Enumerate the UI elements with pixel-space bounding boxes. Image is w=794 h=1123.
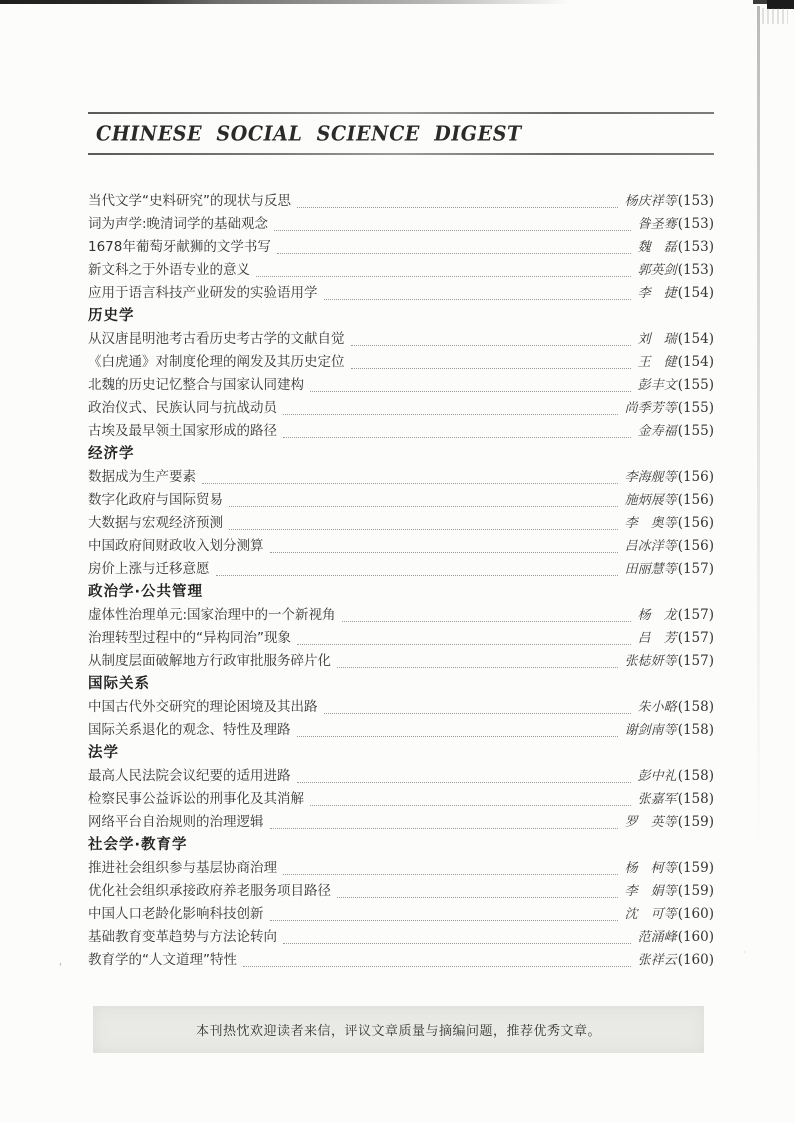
entry-title: 网络平台自治规则的治理逻辑 <box>88 814 264 830</box>
toc-entry <box>88 533 714 556</box>
dot-leader <box>283 927 631 944</box>
entry-page-number: (158) <box>677 768 714 784</box>
entry-author: 刘 瑞 <box>637 332 677 347</box>
entry-author: 李海舰等 <box>624 470 677 485</box>
entry-page-number: (160) <box>677 929 714 945</box>
entry-author: 张祥云 <box>637 953 677 968</box>
dot-leader <box>310 789 631 806</box>
toc-entry <box>88 326 714 349</box>
dot-leader <box>270 904 618 921</box>
dot-leader <box>324 697 631 714</box>
dot-leader <box>297 628 631 645</box>
dot-leader <box>297 720 618 737</box>
dot-leader <box>256 260 631 277</box>
toc-entry <box>88 717 714 740</box>
entry-title: 当代文学“史料研究”的现状与反思 <box>88 193 291 209</box>
entry-page-number: (156) <box>677 469 714 485</box>
entry-page-number: (155) <box>677 423 714 439</box>
entry-page-number: (159) <box>677 883 714 899</box>
dot-leader <box>274 214 631 231</box>
reader-notice-box <box>93 1006 704 1053</box>
entry-author: 朱小略 <box>637 700 677 715</box>
section-heading: 国际关系 <box>88 676 150 692</box>
dot-leader <box>243 950 631 967</box>
entry-author: 谢剑南等 <box>624 723 677 738</box>
entry-page-number: (155) <box>677 377 714 393</box>
toc-entry <box>88 901 714 924</box>
dot-leader <box>283 858 618 875</box>
toc-entry <box>88 349 714 372</box>
entry-author: 金寿福 <box>637 424 677 439</box>
section-heading: 历史学 <box>88 308 135 324</box>
entry-author: 张梽妍等 <box>624 654 677 669</box>
toc-entry <box>88 188 714 211</box>
toc-entry <box>88 602 714 625</box>
entry-author: 李 捷 <box>637 286 677 301</box>
entry-page-number: (154) <box>677 285 714 301</box>
entry-title: 从汉唐昆明池考古看历史考古学的文献自觉 <box>88 331 345 347</box>
entry-title: 教育学的“人文道理”特性 <box>88 952 237 968</box>
toc-entry <box>88 694 714 717</box>
entry-title: 最高人民法院会议纪要的适用进路 <box>88 768 291 784</box>
toc-entry <box>88 211 714 234</box>
entry-page-number: (153) <box>677 262 714 278</box>
entry-page-number: (157) <box>677 607 714 623</box>
toc-entry <box>88 924 714 947</box>
entry-page-number: (158) <box>677 699 714 715</box>
toc-entry <box>88 855 714 878</box>
dot-leader <box>337 651 618 668</box>
entry-author: 范涌峰 <box>637 930 677 945</box>
section-heading: 经济学 <box>88 446 135 462</box>
toc-entry <box>88 556 714 579</box>
dot-leader <box>310 375 631 392</box>
entry-title: 1678年葡萄牙献狮的文学书写 <box>88 239 271 255</box>
entry-title: 政治仪式、民族认同与抗战动员 <box>88 400 277 416</box>
dot-leader <box>229 513 618 530</box>
entry-title: 数字化政府与国际贸易 <box>88 492 223 508</box>
toc-entry <box>88 947 714 970</box>
entry-title: 应用于语言科技产业研发的实验语用学 <box>88 285 318 301</box>
dot-leader <box>283 421 631 438</box>
scan-artifact-mark-right: · <box>743 948 746 957</box>
entry-page-number: (156) <box>677 538 714 554</box>
dot-leader <box>283 398 618 415</box>
toc-entry <box>88 464 714 487</box>
entry-author: 王 健 <box>637 355 677 370</box>
dot-leader <box>351 352 631 369</box>
entry-page-number: (157) <box>677 630 714 646</box>
entry-title: 新文科之于外语专业的意义 <box>88 262 250 278</box>
entry-page-number: (153) <box>677 193 714 209</box>
table-of-contents <box>88 188 714 970</box>
entry-author: 吕 芳 <box>637 631 677 646</box>
dot-leader <box>342 605 631 622</box>
entry-author: 杨 龙 <box>637 608 677 623</box>
dot-leader <box>297 766 631 783</box>
toc-entry <box>88 372 714 395</box>
entry-page-number: (160) <box>677 906 714 922</box>
entry-author: 彭中礼 <box>637 769 677 784</box>
dot-leader <box>229 490 618 507</box>
entry-title: 大数据与宏观经济预测 <box>88 515 223 531</box>
masthead-top-rule <box>88 112 714 114</box>
entry-author: 沈 可等 <box>624 907 677 922</box>
entry-page-number: (156) <box>677 515 714 531</box>
dot-leader <box>202 467 618 484</box>
entry-title: 优化社会组织承接政府养老服务项目路径 <box>88 883 331 899</box>
scan-artifact-right-noise <box>762 8 788 24</box>
entry-author: 田丽慧等 <box>624 562 677 577</box>
entry-author: 施炳展等 <box>624 493 677 508</box>
entry-author: 尚季芳等 <box>624 401 677 416</box>
reader-notice-text: 本刊热忱欢迎读者来信，评议文章质量与摘编问题，推荐优秀文章。 <box>195 1024 601 1039</box>
toc-entry <box>88 510 714 533</box>
entry-page-number: (159) <box>677 860 714 876</box>
entry-title: 国际关系退化的观念、特性及理路 <box>88 722 291 738</box>
masthead-title: CHINESE SOCIAL SCIENCE DIGEST <box>96 122 522 146</box>
toc-entry <box>88 786 714 809</box>
entry-title: 中国古代外交研究的理论困境及其出路 <box>88 699 318 715</box>
entry-page-number: (155) <box>677 400 714 416</box>
toc-entry <box>88 487 714 510</box>
scan-artifact-top-right-step <box>753 0 767 4</box>
toc-entry <box>88 809 714 832</box>
entry-author: 张嘉军 <box>637 792 677 807</box>
entry-author: 昝圣骞 <box>637 217 677 232</box>
entry-author: 李 奥等 <box>624 516 677 531</box>
entry-page-number: (159) <box>677 814 714 830</box>
entry-page-number: (156) <box>677 492 714 508</box>
toc-entry <box>88 878 714 901</box>
entry-title: 虚体性治理单元:国家治理中的一个新视角 <box>88 607 336 623</box>
entry-title: 词为声学:晚清词学的基础观念 <box>88 216 269 232</box>
dot-leader <box>337 881 618 898</box>
entry-author: 吕冰洋等 <box>624 539 677 554</box>
entry-title: 从制度层面破解地方行政审批服务碎片化 <box>88 653 331 669</box>
masthead-bottom-rule <box>88 153 714 155</box>
entry-page-number: (153) <box>677 239 714 255</box>
entry-title: 治理转型过程中的“异构同治”现象 <box>88 630 291 646</box>
entry-page-number: (154) <box>677 331 714 347</box>
entry-page-number: (154) <box>677 354 714 370</box>
entry-page-number: (153) <box>677 216 714 232</box>
scan-artifact-right-edge-line <box>757 6 760 851</box>
entry-title: 北魏的历史记忆整合与国家认同建构 <box>88 377 304 393</box>
toc-entry <box>88 418 714 441</box>
entry-page-number: (158) <box>677 722 714 738</box>
section-heading: 社会学·教育学 <box>88 837 188 853</box>
dot-leader <box>324 283 631 300</box>
entry-title: 数据成为生产要素 <box>88 469 196 485</box>
entry-title: 基础教育变革趋势与方法论转向 <box>88 929 277 945</box>
entry-page-number: (157) <box>677 561 714 577</box>
entry-page-number: (157) <box>677 653 714 669</box>
dot-leader <box>270 812 618 829</box>
entry-author: 彭丰文 <box>637 378 677 393</box>
dot-leader <box>277 237 631 254</box>
entry-author: 杨 柯等 <box>624 861 677 876</box>
toc-entry <box>88 257 714 280</box>
entry-title: 推进社会组织参与基层协商治理 <box>88 860 277 876</box>
toc-entry <box>88 648 714 671</box>
dot-leader <box>216 559 618 576</box>
toc-entry <box>88 763 714 786</box>
dot-leader <box>351 329 631 346</box>
entry-author: 李 娟等 <box>624 884 677 899</box>
entry-title: 古埃及最早领土国家形成的路径 <box>88 423 277 439</box>
toc-entry <box>88 395 714 418</box>
page-content <box>88 0 714 1053</box>
entry-author: 杨庆祥等 <box>624 194 677 209</box>
dot-leader <box>270 536 618 553</box>
entry-author: 魏 磊 <box>637 240 677 255</box>
entry-author: 罗 英等 <box>624 815 677 830</box>
entry-title: 检察民事公益诉讼的刑事化及其消解 <box>88 791 304 807</box>
entry-title: 中国政府间财政收入划分测算 <box>88 538 264 554</box>
section-heading: 法学 <box>88 745 119 761</box>
masthead <box>88 112 714 155</box>
section-heading: 政治学·公共管理 <box>88 584 204 600</box>
entry-title: 中国人口老龄化影响科技创新 <box>88 906 264 922</box>
entry-page-number: (160) <box>677 952 714 968</box>
entry-title: 《白虎通》对制度伦理的阐发及其历史定位 <box>88 354 345 370</box>
entry-author: 郭英剑 <box>637 263 677 278</box>
entry-title: 房价上涨与迁移意愿 <box>88 561 210 577</box>
toc-entry <box>88 625 714 648</box>
toc-entry <box>88 280 714 303</box>
dot-leader <box>297 191 618 208</box>
scan-artifact-mark-bottom-left: ʻ <box>58 961 65 974</box>
toc-entry <box>88 234 714 257</box>
entry-page-number: (158) <box>677 791 714 807</box>
